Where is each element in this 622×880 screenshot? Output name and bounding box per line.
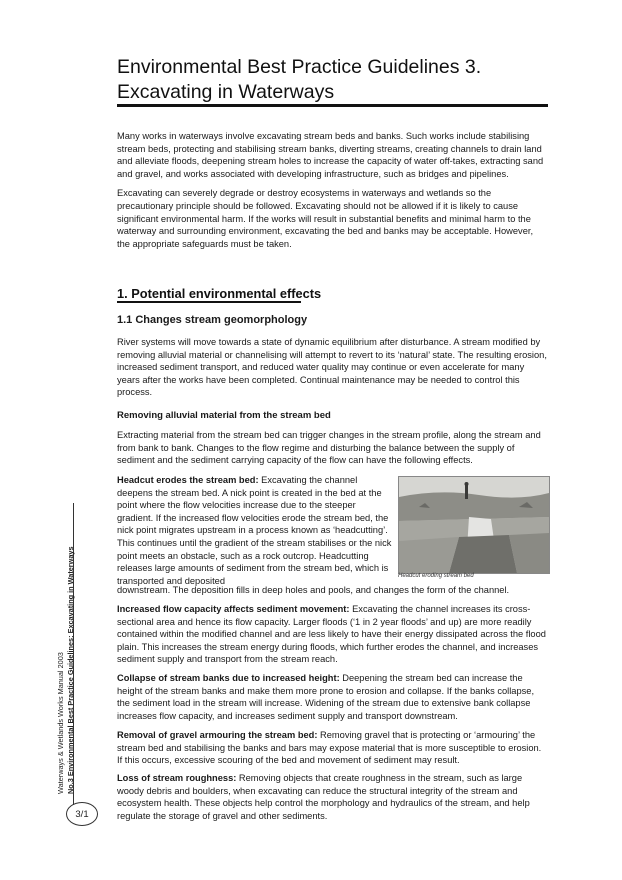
page-number: 3/1 bbox=[75, 808, 89, 820]
sidebar-guideline-title: No.3 Environmental Best Practice Guidelines: Excavating in Waterways bbox=[66, 546, 75, 794]
page-title bbox=[117, 55, 557, 105]
alluvial-heading: Removing alluvial material from the stream bed bbox=[117, 410, 331, 421]
collapse-lead: Collapse of stream banks due to increased height: bbox=[117, 673, 340, 683]
page-number-badge bbox=[66, 802, 98, 826]
collapse-text: Deepening the stream bed can increase the height of the stream banks and make them more prone to erosion and collapse. If the banks collapse, the sediment load in the stream will increase. Widening of the stream due to extensive bank collapse increases flow capacity, and increases sediment supply and transport downstream. bbox=[117, 673, 535, 721]
title-rule bbox=[117, 104, 548, 107]
gravel-paragraph bbox=[117, 729, 548, 767]
headcut-text: Excavating the channel deepens the stream bed. A nick point is created in the bed at the point where the flow velocities increase due to the steeper gradient. If the increased flow velocities erode the stream bed, the nick point migrates upstream in a process known as ‘headcutting’. This continues until the gradient of the stream stabilises or the nick point meets an obstacle, such as a rock outcrop. Headcutting releases large amounts of sediment from the stream bed, which is transported and deposited bbox=[117, 475, 392, 586]
sidebar-manual-title: Waterways & Wetlands Works Manual 2003 bbox=[56, 652, 65, 794]
flow-lead: Increased flow capacity affects sediment movement: bbox=[117, 604, 350, 614]
headcut-photo-image bbox=[399, 477, 549, 573]
section-1-heading: 1. Potential environmental effects bbox=[117, 286, 322, 301]
photo-caption: Headcut eroding stream bed bbox=[398, 573, 474, 579]
roughness-paragraph bbox=[117, 772, 548, 822]
title-line-2: Excavating in Waterways bbox=[117, 81, 335, 103]
flow-text: Excavating the channel increases its cross-sectional area and hence its flow capacity. Larger floods (‘1 in 2 year floods’ and up) are more readily contained within the modified channel and are less likely to have their energy dissipated across the flood plain. This increases the stream energy during floods, which further erodes the channel, and increases sediment supply and transport from the stream reach. bbox=[117, 604, 546, 665]
intro-paragraph-2: Excavating can severely degrade or destroy ecosystems in waterways and wetlands so the precautionary principle should be followed. Excavating should not be allowed if it is likely to cause significant environmental harm. If the works will result in substantial benefits and minimal harm to the waterway and surrounding environment, excavating the bed and banks may be acceptable. However, the appropriate safeguards must be taken. bbox=[117, 188, 534, 249]
headcut-photo bbox=[398, 476, 550, 574]
headcut-lead: Headcut erodes the stream bed: bbox=[117, 475, 259, 485]
subsection-1-1-heading: 1.1 Changes stream geomorphology bbox=[117, 314, 308, 326]
sidebar-text bbox=[56, 547, 76, 795]
section-1-rule bbox=[117, 301, 301, 303]
intro-paragraph-1: Many works in waterways involve excavating stream beds and banks. Such works include stabilising stream beds, protecting and stabilising stream banks, diverting streams, creating channels to drain land and alleviate floods, deepening stream holes to increase the capacity of water off-takes, extracting sand and gravel, and works associated with developing infrastructure, such as bridges and pipelines. bbox=[117, 131, 544, 179]
subsection-1-1-text: River systems will move towards a state of dynamic equilibrium after disturbance. A stream modified by removing alluvial material or channelising will attempt to revert to its ‘natural’ state. The resulting erosion, increased sediment transport, and reduced water quality may continue or even accelerate for many years after the works have been completed. Continual maintenance may be needed to control this process. bbox=[117, 337, 547, 398]
roughness-text: Removing objects that create roughness in the stream, such as large woody debris and boulders, when excavating can reduce the structural integrity of the stream and ecosystem health. These objects help control the morphology and hydraulics of the stream, and help regulate the storage of gravel and other sediments. bbox=[117, 773, 530, 821]
title-line-1: Environmental Best Practice Guidelines 3. bbox=[117, 56, 482, 78]
gravel-text: Removing gravel that is protecting or ‘armouring’ the stream bed and stabilising the banks and bars may expose material that is more susceptible to erosion. If this occurs, excessive scouring of the bed and movement of sediment may result. bbox=[117, 730, 542, 766]
roughness-lead: Loss of stream roughness: bbox=[117, 773, 237, 783]
flow-paragraph bbox=[117, 603, 548, 666]
headcut-paragraph bbox=[117, 474, 392, 587]
collapse-paragraph bbox=[117, 672, 548, 722]
gravel-lead: Removal of gravel armouring the stream bed: bbox=[117, 730, 318, 740]
headcut-tail: downstream. The deposition fills in deep holes and pools, and changes the form of the channel. bbox=[117, 585, 510, 595]
alluvial-text: Extracting material from the stream bed can trigger changes in the stream profile, along the stream and from bank to bank. Changes to the flow regime and disturbing the balance between the supply of sediment and the sediment carrying capacity of the flow can have the following effects. bbox=[117, 430, 541, 466]
intro-section bbox=[117, 130, 548, 250]
